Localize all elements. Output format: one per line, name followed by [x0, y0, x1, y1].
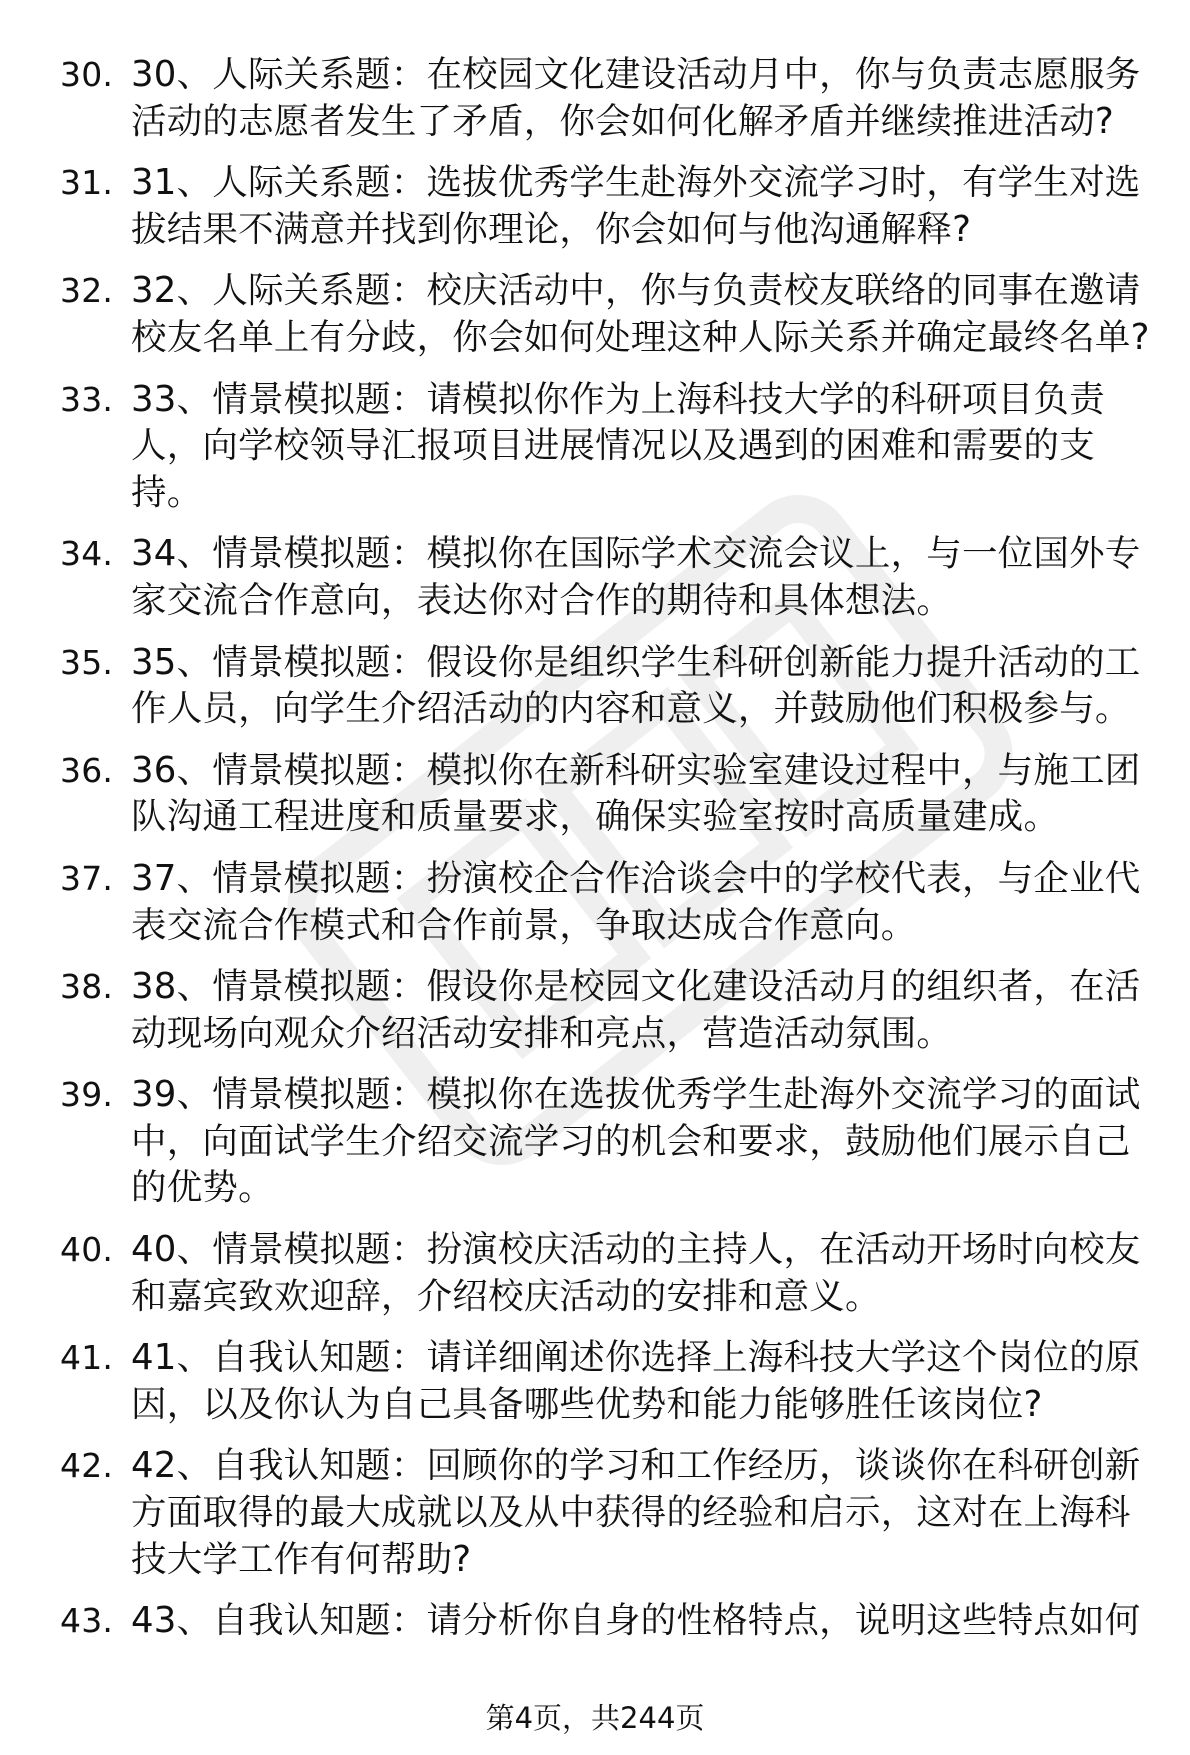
list-item [0, 748, 1190, 841]
question-text: 42、自我认知题：回顾你的学习和工作经历，谈谈你在科研创新方面取得的最大成就以及从中获得的经验和启示，这对在上海科技大学工作有何帮助? [131, 1445, 1141, 1580]
question-number: 36. [60, 750, 114, 790]
question-number: 40. [60, 1230, 114, 1270]
list-item [0, 160, 1190, 253]
question-text: 40、情景模拟题：扮演校庆活动的主持人，在活动开场时向校友和嘉宾致欢迎辞，介绍校庆活动的安排和意义。 [131, 1229, 1141, 1317]
question-text: 37、情景模拟题：扮演校企合作洽谈会中的学校代表，与企业代表交流合作模式和合作前景，争取达成合作意向。 [131, 857, 1141, 946]
question-number: 32. [60, 271, 114, 311]
question-text: 30、人际关系题：在校园文化建设活动月中，你与负责志愿服务活动的志愿者发生了矛盾，你会如何化解矛盾并继续推进活动? [131, 54, 1141, 142]
question-number: 43. [60, 1601, 114, 1641]
question-number: 37. [60, 858, 114, 898]
page-footer [0, 1698, 1190, 1738]
list-item [0, 531, 1190, 624]
question-number: 41. [60, 1338, 114, 1378]
list-item [0, 964, 1190, 1057]
question-number: 31. [60, 163, 114, 203]
question-text: 35、情景模拟题：假设你是组织学生科研创新能力提升活动的工作人员，向学生介绍活动的内容和意义，并鼓励他们积极参与。 [131, 641, 1141, 730]
list-item [0, 1598, 1190, 1645]
question-number: 38. [60, 967, 114, 1007]
question-number: 30. [60, 55, 114, 94]
list-item [0, 1072, 1190, 1212]
question-number: 34. [60, 534, 114, 574]
question-text: 31、人际关系题：选拔优秀学生赴海外交流学习时，有学生对选拔结果不满意并找到你理论，你会如何与他沟通解释? [131, 162, 1141, 250]
question-number: 39. [60, 1075, 114, 1115]
list-item [0, 1227, 1190, 1320]
list-item [0, 377, 1190, 517]
question-number: 42. [60, 1446, 114, 1486]
list-item [0, 52, 1190, 145]
question-text: 43、自我认知题：请分析你自身的性格特点，说明这些特点如何 [131, 1600, 1141, 1642]
question-number: 35. [60, 642, 114, 682]
question-text: 33、情景模拟题：请模拟你作为上海科技大学的科研项目负责人，向学校领导汇报项目进展情况以及遇到的困难和需要的支持。 [131, 378, 1105, 513]
question-list [0, 52, 1190, 1660]
question-text: 36、情景模拟题：模拟你在新科研实验室建设过程中，与施工团队沟通工程进度和质量要求，确保实验室按时高质量建成。 [131, 749, 1141, 838]
list-item [0, 1335, 1190, 1428]
list-item [0, 640, 1190, 733]
question-text: 38、情景模拟题：假设你是校园文化建设活动月的组织者，在活动现场向观众介绍活动安排和亮点，营造活动氛围。 [131, 966, 1141, 1054]
question-number: 33. [60, 379, 114, 419]
question-text: 34、情景模拟题：模拟你在国际学术交流会议上，与一位国外专家交流合作意向，表达你对合作的期待和具体想法。 [131, 533, 1141, 621]
page-number-label: 第4页，共244页 [485, 1701, 705, 1735]
list-item [0, 1443, 1190, 1583]
list-item [0, 268, 1190, 361]
question-text: 32、人际关系题：校庆活动中，你与负责校友联络的同事在邀请校友名单上有分歧，你会如何处理这种人际关系并确定最终名单? [131, 270, 1150, 358]
question-text: 41、自我认知题：请详细阐述你选择上海科技大学这个岗位的原因，以及你认为自己具备哪些优势和能力能够胜任该岗位? [131, 1337, 1141, 1425]
list-item [0, 856, 1190, 949]
question-text: 39、情景模拟题：模拟你在选拔优秀学生赴海外交流学习的面试中，向面试学生介绍交流学习的机会和要求，鼓励他们展示自己的优势。 [131, 1074, 1141, 1209]
